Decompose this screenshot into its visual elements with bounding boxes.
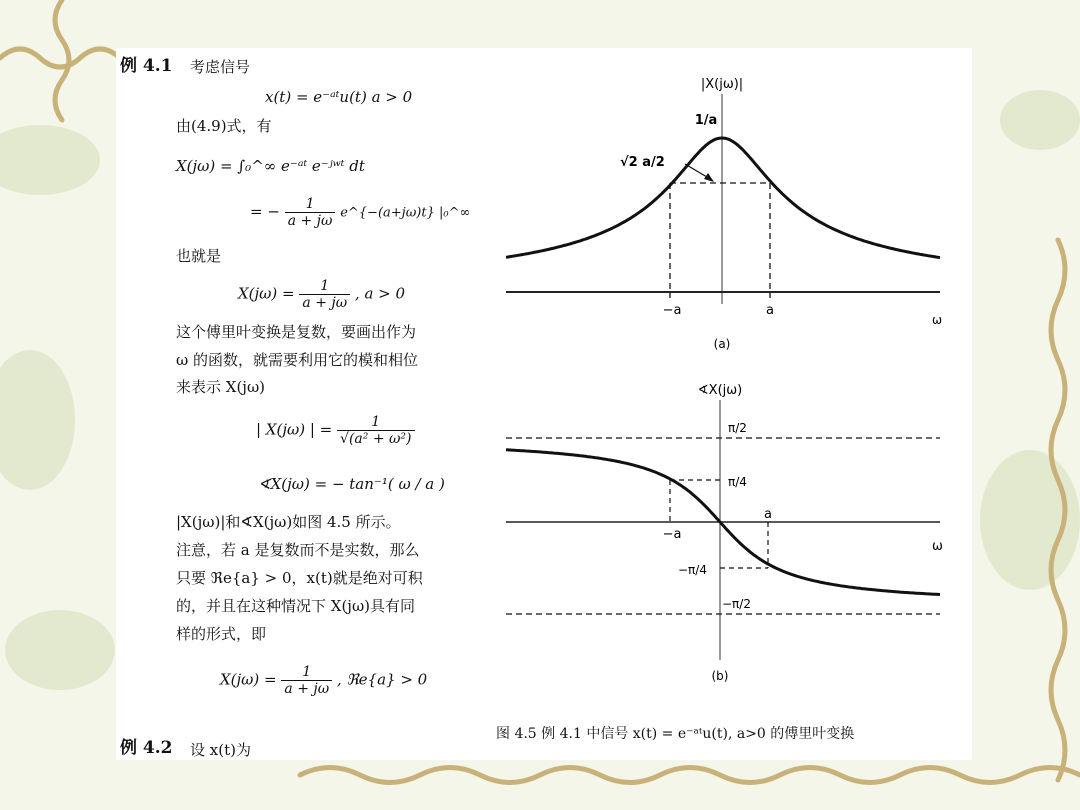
integral-equation: X(jω) = ∫₀^∞ e⁻ᵃᵗ e⁻ʲʷᵗ dt xyxy=(176,157,365,175)
final-fraction xyxy=(281,664,332,697)
eval-prefix: = − xyxy=(250,202,280,221)
final-condition: , ℜe{a} > 0 xyxy=(336,670,428,689)
paragraph2-line1: |X(jω)|和∢X(jω)如图 4.5 所示。 xyxy=(176,513,401,531)
paragraph2-line5: 样的形式，即 xyxy=(176,625,267,643)
paragraph1-line3: 来表示 X(jω) xyxy=(176,378,266,396)
final-lhs: X(jω) = xyxy=(220,670,277,689)
leaf-decoration xyxy=(5,610,115,690)
half-power-label: √2 a/2 xyxy=(620,155,665,170)
that-is-text: 也就是 xyxy=(176,247,222,265)
magnitude-curve xyxy=(506,138,940,258)
phase-y-label: ∢X(jω) xyxy=(697,383,743,398)
paragraph1-line2: ω 的函数，就需要利用它的模和相位 xyxy=(176,351,419,369)
result-lhs: X(jω) = xyxy=(238,284,295,303)
result-condition: , a > 0 xyxy=(354,284,406,303)
result-fraction xyxy=(299,278,350,311)
eval-suffix: e^{−(a+jω)t} |₀^∞ xyxy=(340,205,471,221)
result-equation xyxy=(238,278,405,311)
vine-bottom xyxy=(300,768,1080,783)
eval-fraction xyxy=(285,196,336,229)
vine-left-vertical xyxy=(55,0,69,120)
paragraph2-line4: 的，并且在这种情况下 X(jω)具有同 xyxy=(176,597,416,615)
example1-intro: 考虑信号 xyxy=(190,58,251,76)
magnitude-plot xyxy=(500,68,950,358)
phase-equation: ∢X(jω) = − tan⁻¹( ω / a ) xyxy=(258,475,445,493)
arrow-head xyxy=(704,173,714,182)
magnitude-y-label: |X(jω)| xyxy=(700,77,744,92)
mag-fraction xyxy=(337,414,414,447)
eval-numerator: 1 xyxy=(285,196,336,213)
neg-pi-over-4-label: −π/4 xyxy=(678,563,707,577)
mag-lhs: | X(jω) | = xyxy=(256,420,333,439)
magnitude-tick-neg-a: −a xyxy=(662,303,682,318)
example2-text: 设 x(t)为 xyxy=(190,741,251,759)
phase-x-label: ω xyxy=(932,539,943,554)
example2-heading: 例 4.2 xyxy=(120,738,173,758)
by-equation-text: 由(4.9)式，有 xyxy=(176,117,272,135)
paragraph2-line2: 注意，若 a 是复数而不是实数，那么 xyxy=(176,541,420,559)
panel-a-label: (a) xyxy=(713,337,731,351)
neg-pi-over-2-label: −π/2 xyxy=(722,597,751,611)
magnitude-equation xyxy=(256,414,415,447)
vine-top-left xyxy=(0,49,120,67)
pi-over-2-label: π/2 xyxy=(728,421,747,435)
phase-plot xyxy=(500,378,950,688)
final-equation xyxy=(220,664,427,697)
panel-b-label: (b) xyxy=(711,669,729,683)
mag-denominator: √(a² + ω²) xyxy=(340,431,412,447)
leaf-decoration xyxy=(1000,90,1080,150)
paragraph1-line1: 这个傅里叶变换是复数，要画出作为 xyxy=(176,323,417,341)
mag-numerator: 1 xyxy=(337,414,414,431)
pi-over-4-label: π/4 xyxy=(728,475,747,489)
phase-tick-neg-a: −a xyxy=(662,527,682,542)
result-numerator: 1 xyxy=(299,278,350,295)
magnitude-tick-a: a xyxy=(766,303,774,318)
paragraph2-line3: 只要 ℜe{a} > 0，x(t)就是绝对可积 xyxy=(176,569,423,587)
magnitude-x-label: ω xyxy=(932,313,943,327)
final-numerator: 1 xyxy=(281,664,332,681)
figure-caption: 图 4.5 例 4.1 中信号 x(t) = e⁻ᵃᵗu(t), a>0 的傅里叶变换 xyxy=(496,726,855,742)
eval-denominator: a + jω xyxy=(287,213,333,229)
leaf-decoration xyxy=(0,125,100,195)
signal-equation: x(t) = e⁻ᵃᵗu(t) a > 0 xyxy=(265,88,413,106)
peak-label: 1/a xyxy=(694,113,718,128)
example1-heading: 例 4.1 xyxy=(120,56,173,76)
leaf-decoration xyxy=(0,350,75,490)
final-denominator: a + jω xyxy=(284,681,330,697)
result-denominator: a + jω xyxy=(302,295,348,311)
phase-tick-a: a xyxy=(764,507,772,522)
evaluation-equation xyxy=(250,196,470,229)
